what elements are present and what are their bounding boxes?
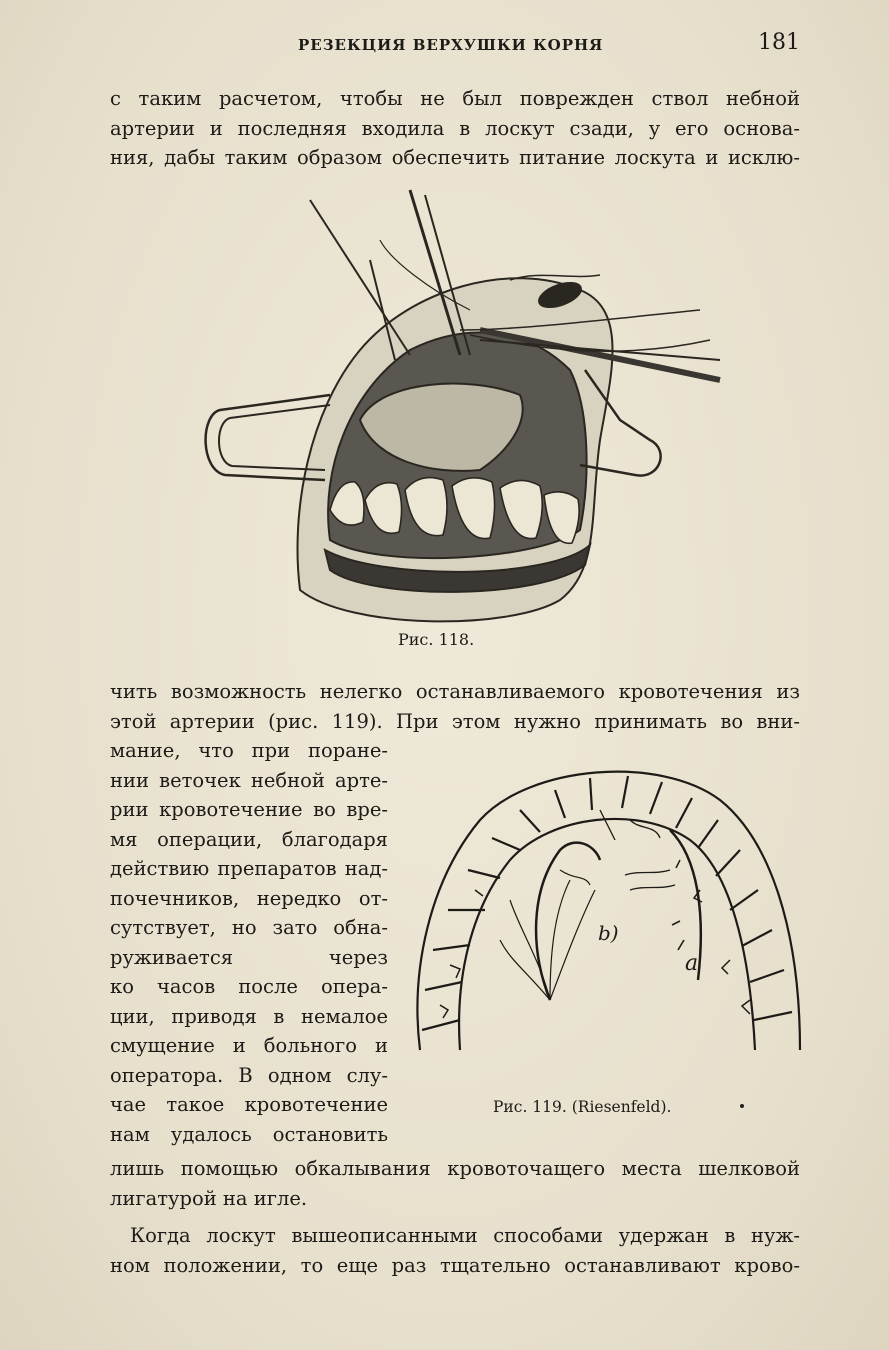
text-line: ко часов после опера- xyxy=(110,975,388,998)
text-line: рии кровотечение во вре- xyxy=(110,798,388,821)
page-header xyxy=(110,30,800,60)
text-line: лишь помощью обкалывания кровоточащего места шелковой xyxy=(110,1157,800,1180)
text-line: сутствует, но зато обна- xyxy=(110,916,388,939)
figure-119-label-b: b) xyxy=(598,921,619,945)
text-line: чае такое кровотечение xyxy=(110,1093,388,1116)
text-line: нам удалось остановить xyxy=(110,1122,388,1146)
text-line: действию препаратов над- xyxy=(110,857,388,880)
text-line: руживается через xyxy=(110,945,388,969)
column-text xyxy=(110,736,388,1149)
paragraph-top xyxy=(110,84,800,173)
paragraph-bottom xyxy=(110,1154,800,1280)
text-line: лигатурой на игле. xyxy=(110,1186,308,1210)
text-line: нии веточек небной арте- xyxy=(110,768,388,792)
text-line: смущение и больного и xyxy=(110,1034,388,1057)
figure-118-illustration xyxy=(180,180,740,630)
text-line: почечников, нередко от- xyxy=(110,886,388,910)
text-line: ции, приводя в немалое xyxy=(110,1004,388,1028)
paragraph-middle xyxy=(110,677,800,736)
text-line: ния, дабы таким образом обеспечить питание лоскута и исклю- xyxy=(110,146,800,169)
text-line: оператора. В одном слу- xyxy=(110,1063,388,1087)
stray-mark xyxy=(740,1104,744,1108)
text-line: ном положении, то еще раз тщательно останавливают крово- xyxy=(110,1253,800,1277)
text-line: чить возможность нелегко останавливаемого кровотечения из xyxy=(110,680,800,703)
text-line: мание, что при поране- xyxy=(110,739,388,762)
running-head: РЕЗЕКЦИЯ ВЕРХУШКИ КОРНЯ xyxy=(298,36,604,54)
text-line: артерии и последняя входила в лоскут сзади, у его основа- xyxy=(110,116,800,140)
figure-119-label-a: a xyxy=(685,951,699,976)
text-line: Когда лоскут вышеописанными способами удержан в нуж- xyxy=(130,1224,800,1247)
figure-118-caption: Рис. 118. xyxy=(398,630,475,649)
figure-119-illustration xyxy=(400,750,805,1090)
text-line: этой артерии (рис. 119). При этом нужно принимать во вни- xyxy=(110,709,800,733)
page-number: 181 xyxy=(758,30,800,55)
figure-119-caption: Рис. 119. (Riesenfeld). xyxy=(493,1098,672,1116)
text-line: с таким расчетом, чтобы не был поврежден ствол небной xyxy=(110,87,800,110)
text-line: мя операции, благодаря xyxy=(110,827,388,851)
